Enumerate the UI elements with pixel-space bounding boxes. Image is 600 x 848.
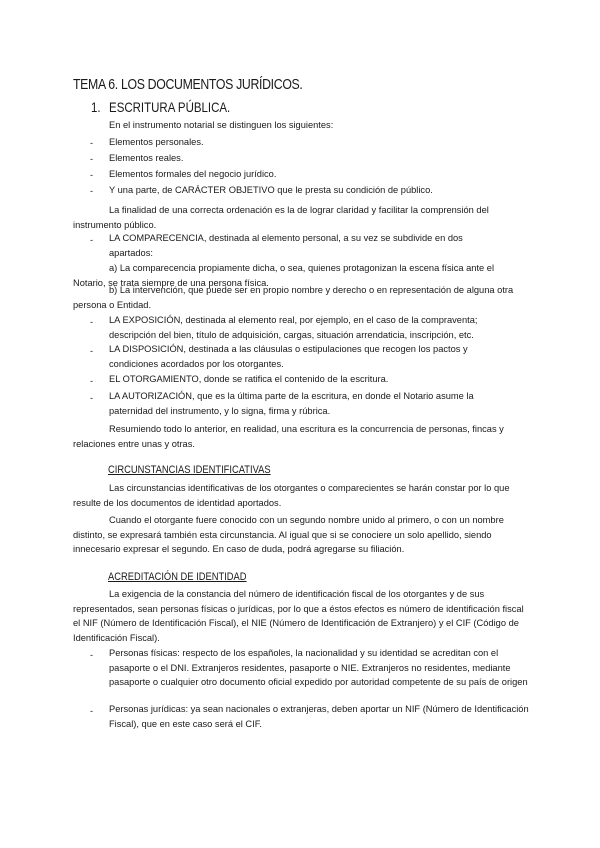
document-title: TEMA 6. LOS DOCUMENTOS JURÍDICOS. xyxy=(73,76,303,93)
section-heading-escritura xyxy=(91,99,230,115)
intro-text: En el instrumento notarial se distinguen los siguientes: xyxy=(109,120,334,130)
list-dash: - xyxy=(90,650,94,660)
paragraph-circunstancias-2: Cuando el otorgante fuere conocido con un segundo nombre unido al primero, o con un nombre distinto, se expresará también esta circunstancia. Al igual que si se conociere un solo apellido, siendo innecesario expresar el segundo. En caso de duda, podrá agregarse su filiación. xyxy=(73,515,504,555)
paragraph-resumiendo: Resumiendo todo lo anterior, en realidad, una escritura es la concurrencia de personas, fincas y relaciones entre unas y otras. xyxy=(73,424,504,449)
list-item: Y una parte, de CARÁCTER OBJETIVO que le presta su condición de público. xyxy=(109,185,433,195)
list-dash: - xyxy=(90,235,94,245)
list-item-personas-fisicas: Personas físicas: respecto de los españoles, la nacionalidad y su identidad se acreditan con el pasaporte o el DNI. Extranjeros residentes, pasaporte o NIE. Extranjeros no residentes, mediante pasaporte o cualquier otro documento oficial expedido por autoridad competente de su país de origen xyxy=(109,648,528,688)
list-dash: - xyxy=(90,393,94,403)
paragraph-comparecencia-a: a) La comparecencia propiamente dicha, o sea, quienes protagonizan la escena física ante el Notario, se trata siempre de una persona física. xyxy=(73,263,495,288)
list-dash: - xyxy=(90,154,94,164)
section-number: 1. xyxy=(91,99,101,115)
list-item: Elementos formales del negocio jurídico. xyxy=(109,169,277,179)
paragraph-circunstancias-1: Las circunstancias identificativas de los otorgantes o comparecientes se harán constar por lo que resulte de los documentos de identidad aportados. xyxy=(73,483,510,508)
list-item-personas-juridicas: Personas jurídicas: ya sean nacionales o extranjeras, deben aportar un NIF (Número de Identificación Fiscal), que en este caso será el CIF. xyxy=(109,704,529,729)
list-dash: - xyxy=(90,706,94,716)
paragraph-acreditacion: La exigencia de la constancia del número de identificación fiscal de los otorgantes y de sus representados, sean personas físicas o jurídicas, por lo que a éstos efectos es número de identificación fiscal el NIF (Número de Identificación Fiscal), el NIE (Número de Identificación de Extranjero) y el CIF (Código de Identificación Fiscal). xyxy=(73,589,524,643)
list-dash: - xyxy=(90,346,94,356)
list-item: Elementos reales. xyxy=(109,153,184,163)
list-dash: - xyxy=(90,170,94,180)
list-item-autorizacion: LA AUTORIZACIÓN, que es la última parte de la escritura, en donde el Notario asume la paternidad del instrumento, y lo signa, firma y rúbrica. xyxy=(109,391,474,416)
paragraph-comparecencia-b: b) La intervención, que puede ser en propio nombre y derecho o en representación de alguna otra persona o Entidad. xyxy=(73,285,514,310)
list-item: Elementos personales. xyxy=(109,137,204,147)
list-dash: - xyxy=(90,138,94,148)
list-item-disposicion: LA DISPOSICIÓN, destinada a las cláusulas o estipulaciones que recogen los pactos y condiciones acordados por los otorgantes. xyxy=(109,344,468,369)
list-item-comparecencia: LA COMPARECENCIA, destinada al elemento personal, a su vez se subdivide en dos apartados: xyxy=(109,233,463,258)
list-item-otorgamiento: EL OTORGAMIENTO, donde se ratifica el contenido de la escritura. xyxy=(109,374,389,384)
paragraph-finalidad: La finalidad de una correcta ordenación es la de lograr claridad y facilitar la comprensión del instrumento público. xyxy=(73,205,489,230)
heading-circunstancias: CIRCUNSTANCIAS IDENTIFICATIVAS xyxy=(108,464,271,476)
list-dash: - xyxy=(90,376,94,386)
list-dash: - xyxy=(90,317,94,327)
heading-acreditacion: ACREDITACIÓN DE IDENTIDAD xyxy=(108,571,247,583)
list-dash: - xyxy=(90,186,94,196)
list-item-exposicion: LA EXPOSICIÓN, destinada al elemento real, por ejemplo, en el caso de la compraventa; descripción del bien, título de adquisición, cargas, situación arrendaticia, inscripción, etc. xyxy=(109,315,478,340)
section-title: ESCRITURA PÚBLICA. xyxy=(109,99,231,115)
